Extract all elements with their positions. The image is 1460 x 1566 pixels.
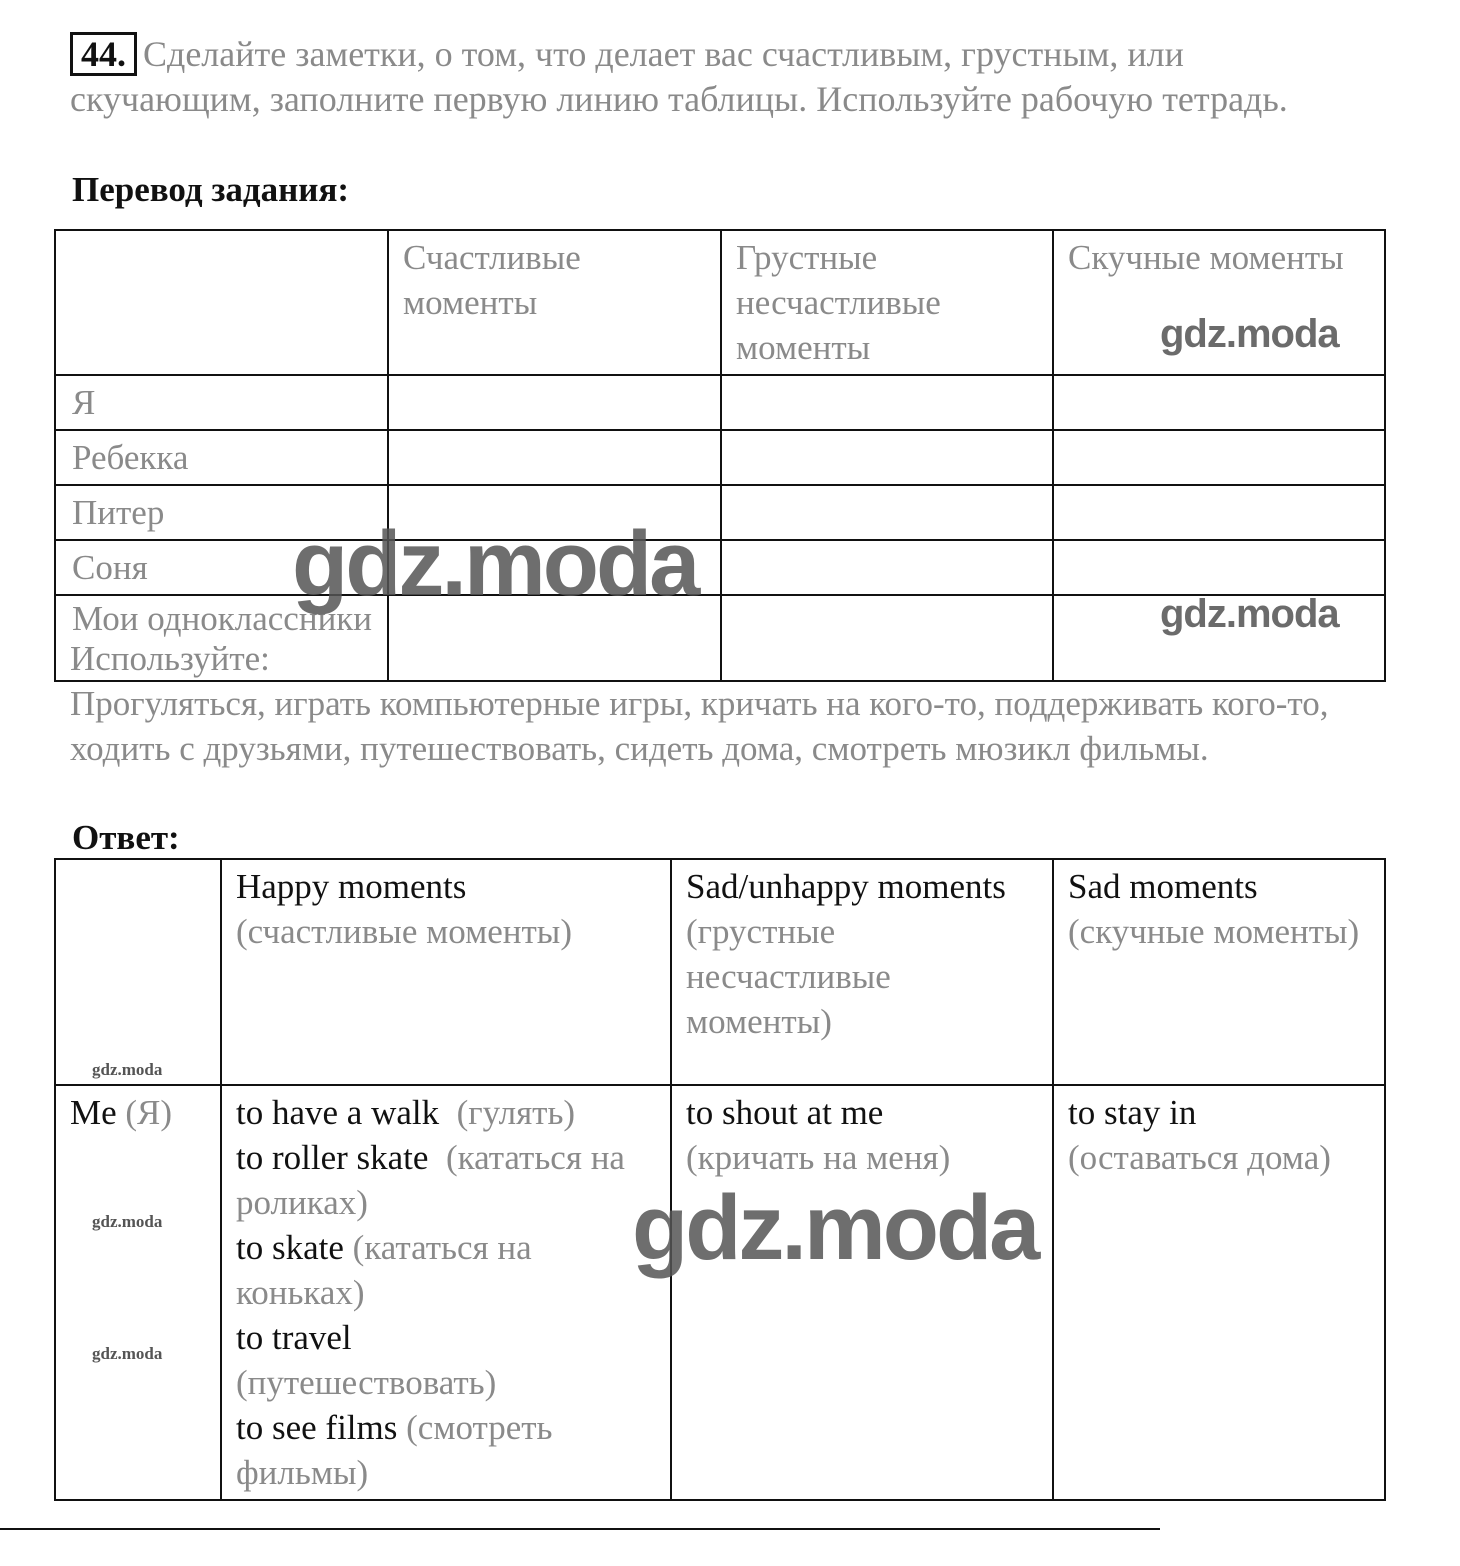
answer-ru: (гулять) [456,1093,576,1132]
table-cell [721,375,1053,430]
page-divider [0,1528,1160,1530]
row-label [55,1085,221,1500]
answer-en: to see films [236,1408,398,1447]
header-cell-sad: Грустные несчастливые моменты [721,230,1053,375]
watermark: gdz.moda [292,513,698,615]
header-cell-empty [55,230,388,375]
task-number: 44. [70,32,137,76]
table-cell [388,430,721,485]
answer-ru: (кататься на роликах) [236,1138,625,1222]
answer-ru: (кататься на коньках) [236,1228,532,1312]
table-row [55,1085,1385,1500]
bored-answers-cell [1053,1085,1385,1500]
list-item [236,1090,656,1135]
answer-en: to travel [236,1318,352,1357]
use-label: Используйте: [70,639,270,678]
table-cell [1053,540,1385,595]
answer-en: to have a walk [236,1093,440,1132]
header-en: Sad/unhappy moments [686,867,1006,906]
header-cell-sad [671,859,1053,1085]
list-item [236,1135,656,1225]
table-row [55,540,1385,595]
watermark: gdz.moda [92,1212,163,1231]
happy-answers-cell [221,1085,671,1500]
watermark: gdz.moda [632,1177,1038,1279]
list-item [236,1315,656,1405]
list-item [236,1405,656,1495]
table-cell [721,485,1053,540]
table-cell [1053,430,1385,485]
row-label: Соня [55,540,388,595]
table-row [55,375,1385,430]
answer-en: to roller skate [236,1138,429,1177]
list-item [236,1225,656,1315]
table-cell [721,540,1053,595]
table-cell [1053,485,1385,540]
header-cell-bored [1053,859,1385,1085]
answer-en: to stay in [1068,1093,1197,1132]
header-ru: (счастливые моменты) [236,912,572,951]
answer-en: to skate [236,1228,344,1267]
header-ru: (скучные моменты) [1068,912,1360,951]
header-en: Happy moments [236,867,467,906]
task-instruction: Сделайте заметки, о том, что делает вас счастливым, грустным, или скучающим, заполните первую линию таблицы. Используйте рабочую тетрадь. [70,34,1288,119]
sad-answers-cell [671,1085,1053,1500]
table-row [55,485,1385,540]
use-block [70,636,1370,771]
answer-table-header-row [55,859,1385,1085]
header-cell-happy [221,859,671,1085]
watermark: gdz.moda [1160,592,1339,636]
row-label: Ребекка [55,430,388,485]
answer-en: to shout at me [686,1093,884,1132]
header-cell-empty [55,859,221,1085]
row-label-en: Me [70,1093,117,1132]
answer-ru: (путешествовать) [236,1363,497,1402]
answer-ru: (смотреть фильмы) [236,1408,553,1492]
table-cell [721,430,1053,485]
answer-ru: (оставаться дома) [1068,1138,1331,1177]
answer-ru: (кричать на меня) [686,1138,951,1177]
table-row [55,430,1385,485]
header-cell-happy: Счастливые моменты [388,230,721,375]
table-cell [388,375,721,430]
header-cell-bored: Скучные моменты [1053,230,1385,375]
answer-heading: Ответ: [72,818,180,857]
translation-heading: Перевод задания: [72,170,350,209]
use-words: Прогуляться, играть компьютерные игры, кричать на кого-то, поддерживать кого-то, ходить с друзьями, путешествовать, сидеть дома, смотреть мюзикл фильмы. [70,684,1329,768]
header-en: Sad moments [1068,867,1258,906]
row-label: Питер [55,485,388,540]
row-label: Мои одноклассники [55,595,388,681]
watermark: gdz.moda [1160,312,1339,356]
row-label: Я [55,375,388,430]
watermark: gdz.moda [92,1344,163,1363]
row-label-ru: (Я) [125,1093,173,1132]
table-cell [1053,375,1385,430]
header-ru: (грустные несчастливые моменты) [686,912,891,1041]
watermark: gdz.moda [92,1060,163,1079]
task-text-block [70,32,1370,122]
